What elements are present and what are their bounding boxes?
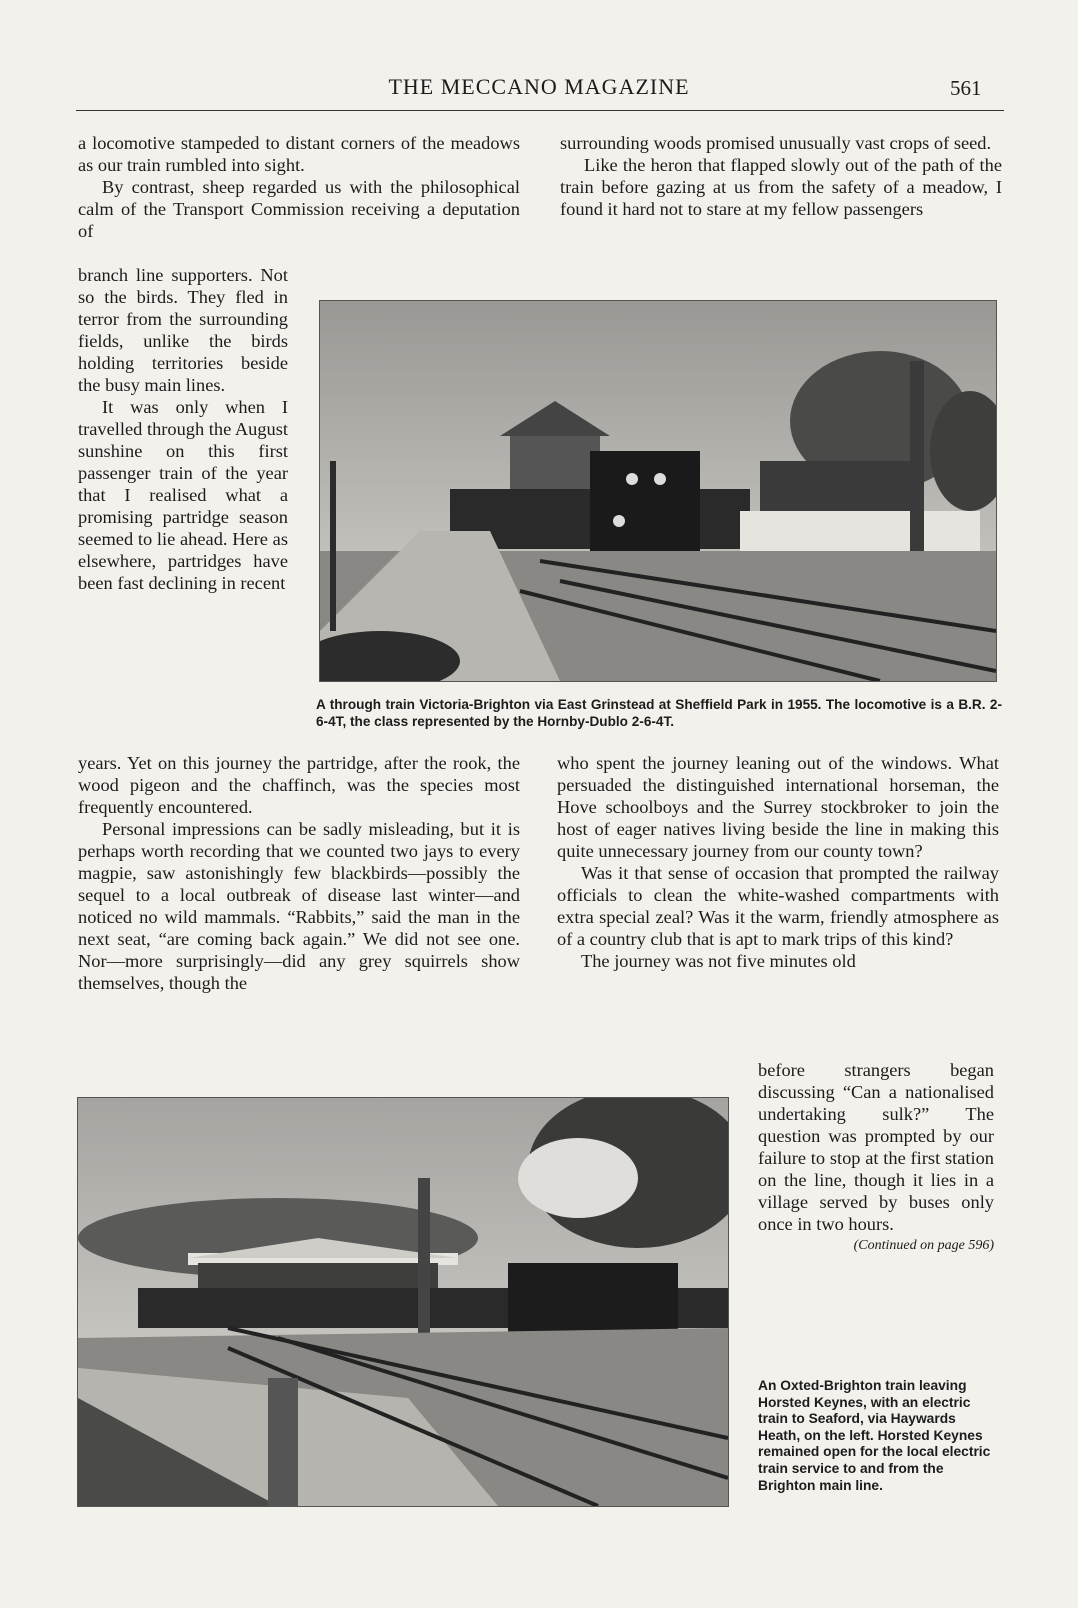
paragraph: It was only when I travelled through the August sunshine on this first passenger train of the year that I realised what a promising partridge season seemed to lie ahead. Here as elsewhere, partridges have been fast declining in recent	[78, 397, 288, 593]
column-1-narrow	[78, 264, 288, 594]
magazine-title: THE MECCANO MAGAZINE	[388, 74, 690, 99]
paragraph: years. Yet on this journey the partridge, after the rook, the wood pigeon and the chaffinch, was the species most frequently encountered.	[78, 753, 520, 817]
paragraph: Like the heron that flapped slowly out of the path of the train before gazing at us from the safety of a meadow, I found it hard not to stare at my fellow passengers	[560, 155, 1002, 219]
column-1-bottom	[78, 752, 520, 994]
column-1-top	[78, 132, 520, 242]
photo-1-caption: A through train Victoria-Brighton via East Grinstead at Sheffield Park in 1955. The locomotive is a B.R. 2-6-4T, the class represented by the Hornby-Dublo 2-6-4T.	[316, 697, 1002, 729]
column-2-bottom	[557, 752, 999, 972]
train-photo-2-graphic	[78, 1098, 728, 1506]
photo-2-caption: An Oxted-Brighton train leaving Horsted Keynes, with an electric train to Seaford, via Haywards Heath, on the left. Horsted Keynes remained open for the local electric train service to and from the Brighton main line.	[758, 1378, 991, 1493]
paragraph: who spent the journey leaning out of the windows. What persuaded the distinguished international horseman, the Hove schoolboys and the Surrey stockbroker to join the host of eager natives living beside the line in making this quite unnecessary journey from our county town?	[557, 753, 999, 861]
paragraph: By contrast, sheep regarded us with the philosophical calm of the Transport Commission receiving a deputation of	[78, 177, 520, 241]
train-photo-1-graphic	[320, 301, 996, 681]
column-2-top	[560, 132, 1002, 220]
header-rule	[76, 110, 1004, 111]
paragraph: surrounding woods promised unusually vast crops of seed.	[560, 133, 992, 153]
paragraph: branch line supporters. Not so the birds. They fled in terror from the surrounding fields, unlike the birds holding territories beside the busy main lines.	[78, 265, 288, 395]
paragraph: before strangers began discussing “Can a nationalised undertaking sulk?” The question was prompted by our failure to stop at the first station on the line, though it lies in a village served by buses only once in two hours.	[758, 1060, 994, 1234]
continued-note: (Continued on page 596)	[853, 1238, 994, 1253]
photo-horsted-keynes	[77, 1097, 729, 1507]
page-number: 561	[950, 76, 982, 100]
column-2-narrow	[758, 1059, 994, 1257]
paragraph: Personal impressions can be sadly misleading, but it is perhaps worth recording that we counted two jays to every magpie, saw astonishingly few blackbirds—possibly the sequel to a local outbreak of disease last winter—and noticed no wild mammals. “Rabbits,” said the man in the next seat, “are coming back again.” We did not see one. Nor—more surprisingly—did any grey squirrels show themselves, though the	[78, 819, 520, 993]
paragraph: The journey was not five minutes old	[581, 951, 856, 971]
photo-sheffield-park	[319, 300, 997, 682]
paragraph: Was it that sense of occasion that prompted the railway officials to clean the white-washed compartments with extra special zeal? Was it the warm, friendly atmosphere as of a country club that is apt to mark trips of this kind?	[557, 863, 999, 949]
paragraph: a locomotive stampeded to distant corners of the meadows as our train rumbled into sight.	[78, 133, 520, 175]
